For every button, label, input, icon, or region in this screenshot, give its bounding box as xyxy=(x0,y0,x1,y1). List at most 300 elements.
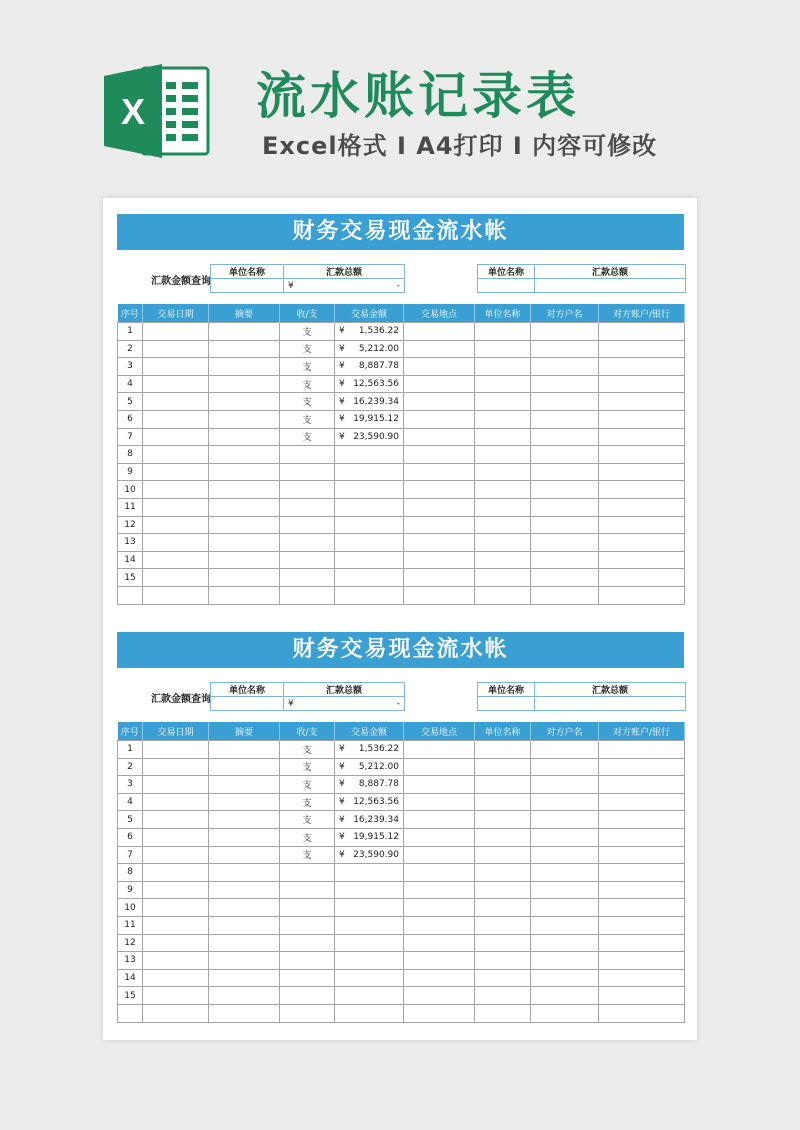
account-cell[interactable] xyxy=(599,987,685,1005)
date-cell[interactable] xyxy=(143,551,209,569)
account-cell[interactable] xyxy=(599,534,685,552)
payee-cell[interactable] xyxy=(531,934,599,952)
unit-cell[interactable] xyxy=(475,864,531,882)
amount-cell[interactable] xyxy=(335,569,404,587)
amount-cell[interactable] xyxy=(335,969,404,987)
summary-cell[interactable] xyxy=(209,569,280,587)
summary-cell[interactable] xyxy=(209,323,280,341)
payee-cell[interactable] xyxy=(531,741,599,759)
unit-cell[interactable] xyxy=(475,534,531,552)
account-cell[interactable] xyxy=(599,498,685,516)
type-cell[interactable]: 支 xyxy=(280,393,335,411)
date-cell[interactable] xyxy=(143,741,209,759)
column-header: 序号 xyxy=(118,722,143,741)
type-cell[interactable]: 支 xyxy=(280,776,335,794)
payee-cell[interactable] xyxy=(531,987,599,1005)
amount-cell[interactable]: ¥ 1,536.22 xyxy=(335,741,404,759)
unit-cell[interactable] xyxy=(475,899,531,917)
summary-cell[interactable] xyxy=(209,934,280,952)
payee-cell[interactable] xyxy=(531,758,599,776)
account-cell[interactable] xyxy=(599,481,685,499)
type-cell[interactable]: 支 xyxy=(280,811,335,829)
location-cell[interactable] xyxy=(404,776,475,794)
date-cell[interactable] xyxy=(143,323,209,341)
type-cell[interactable] xyxy=(280,481,335,499)
total-cell[interactable] xyxy=(535,279,686,293)
payee-cell[interactable] xyxy=(531,569,599,587)
amount-cell[interactable] xyxy=(335,498,404,516)
unit-cell[interactable] xyxy=(475,551,531,569)
summary-cell[interactable] xyxy=(209,481,280,499)
amount-cell[interactable] xyxy=(335,916,404,934)
summary-cell[interactable] xyxy=(209,446,280,464)
unit-cell[interactable] xyxy=(475,516,531,534)
payee-cell[interactable] xyxy=(531,969,599,987)
table-row xyxy=(118,569,685,587)
location-cell[interactable] xyxy=(404,516,475,534)
type-cell[interactable] xyxy=(280,864,335,882)
summary-cell[interactable] xyxy=(209,1004,280,1022)
summary-cell[interactable] xyxy=(209,410,280,428)
table-row xyxy=(118,410,685,428)
type-cell[interactable] xyxy=(280,987,335,1005)
amount-cell[interactable] xyxy=(335,881,404,899)
account-cell[interactable] xyxy=(599,516,685,534)
date-cell[interactable] xyxy=(143,446,209,464)
location-cell[interactable] xyxy=(404,481,475,499)
date-cell[interactable] xyxy=(143,811,209,829)
summary-cell[interactable] xyxy=(209,758,280,776)
payee-cell[interactable] xyxy=(531,428,599,446)
summary-cell[interactable] xyxy=(209,828,280,846)
summary-cell[interactable] xyxy=(209,534,280,552)
date-cell[interactable] xyxy=(143,463,209,481)
row-number: 11 xyxy=(118,916,143,934)
location-cell[interactable] xyxy=(404,969,475,987)
unit-cell[interactable] xyxy=(475,952,531,970)
payee-cell[interactable] xyxy=(531,952,599,970)
summary-cell[interactable] xyxy=(209,846,280,864)
payee-cell[interactable] xyxy=(531,481,599,499)
summary-cell[interactable] xyxy=(209,881,280,899)
unit-cell[interactable] xyxy=(475,481,531,499)
table-row xyxy=(118,811,685,829)
amount-cell[interactable]: ¥ 19,915.12 xyxy=(335,410,404,428)
account-cell[interactable] xyxy=(599,793,685,811)
location-cell[interactable] xyxy=(404,793,475,811)
date-cell[interactable] xyxy=(143,758,209,776)
unit-cell[interactable] xyxy=(475,428,531,446)
type-cell[interactable]: 支 xyxy=(280,828,335,846)
date-cell[interactable] xyxy=(143,916,209,934)
table-row xyxy=(118,846,685,864)
unit-cell[interactable] xyxy=(475,1004,531,1022)
total-cell[interactable] xyxy=(535,697,686,711)
location-cell[interactable] xyxy=(404,340,475,358)
table-row xyxy=(118,952,685,970)
unit-cell[interactable] xyxy=(475,463,531,481)
amount-cell[interactable]: ¥ 1,536.22 xyxy=(335,323,404,341)
table-row xyxy=(118,375,685,393)
payee-cell[interactable] xyxy=(531,811,599,829)
summary-cell[interactable] xyxy=(209,516,280,534)
date-cell[interactable] xyxy=(143,410,209,428)
location-cell[interactable] xyxy=(404,828,475,846)
type-cell[interactable] xyxy=(280,969,335,987)
unit-name-cell[interactable] xyxy=(211,279,284,293)
summary-cell[interactable] xyxy=(209,899,280,917)
summary-cell[interactable] xyxy=(209,864,280,882)
amount-cell[interactable] xyxy=(335,987,404,1005)
location-cell[interactable] xyxy=(404,534,475,552)
unit-cell[interactable] xyxy=(475,393,531,411)
date-cell[interactable] xyxy=(143,393,209,411)
type-cell[interactable]: 支 xyxy=(280,375,335,393)
payee-cell[interactable] xyxy=(531,916,599,934)
total-cell[interactable]: ¥ - xyxy=(284,279,405,293)
date-cell[interactable] xyxy=(143,952,209,970)
payee-cell[interactable] xyxy=(531,881,599,899)
column-header: 收/支 xyxy=(280,304,335,323)
unit-name-cell[interactable] xyxy=(478,697,535,711)
account-cell[interactable] xyxy=(599,758,685,776)
payee-cell[interactable] xyxy=(531,1004,599,1022)
location-cell[interactable] xyxy=(404,846,475,864)
account-cell[interactable] xyxy=(599,916,685,934)
type-cell[interactable] xyxy=(280,569,335,587)
amount-cell[interactable] xyxy=(335,899,404,917)
date-cell[interactable] xyxy=(143,987,209,1005)
date-cell[interactable] xyxy=(143,899,209,917)
summary-cell[interactable] xyxy=(209,498,280,516)
date-cell[interactable] xyxy=(143,776,209,794)
summary-cell[interactable] xyxy=(209,358,280,376)
column-header: 对方账户/银行 xyxy=(599,304,685,323)
date-cell[interactable] xyxy=(143,428,209,446)
date-cell[interactable] xyxy=(143,481,209,499)
type-cell[interactable]: 支 xyxy=(280,410,335,428)
amount-cell[interactable]: ¥ 16,239.34 xyxy=(335,811,404,829)
unit-cell[interactable] xyxy=(475,793,531,811)
date-cell[interactable] xyxy=(143,498,209,516)
type-cell[interactable]: 支 xyxy=(280,741,335,759)
amount-cell[interactable] xyxy=(335,864,404,882)
amount-cell[interactable] xyxy=(335,516,404,534)
account-cell[interactable] xyxy=(599,586,685,604)
account-cell[interactable] xyxy=(599,1004,685,1022)
summary-cell[interactable] xyxy=(209,375,280,393)
unit-cell[interactable] xyxy=(475,446,531,464)
table-row xyxy=(118,428,685,446)
date-cell[interactable] xyxy=(143,934,209,952)
account-cell[interactable] xyxy=(599,969,685,987)
account-cell[interactable] xyxy=(599,551,685,569)
excel-logo-icon xyxy=(104,62,212,160)
date-cell[interactable] xyxy=(143,340,209,358)
date-cell[interactable] xyxy=(143,864,209,882)
unit-cell[interactable] xyxy=(475,987,531,1005)
table-row xyxy=(118,323,685,341)
type-cell[interactable] xyxy=(280,916,335,934)
account-cell[interactable] xyxy=(599,393,685,411)
location-cell[interactable] xyxy=(404,463,475,481)
unit-cell[interactable] xyxy=(475,828,531,846)
type-cell[interactable]: 支 xyxy=(280,428,335,446)
type-cell[interactable] xyxy=(280,881,335,899)
summary-cell[interactable] xyxy=(209,952,280,970)
type-cell[interactable] xyxy=(280,551,335,569)
summary-cell[interactable] xyxy=(209,340,280,358)
unit-cell[interactable] xyxy=(475,881,531,899)
unit-cell[interactable] xyxy=(475,969,531,987)
location-cell[interactable] xyxy=(404,323,475,341)
payee-cell[interactable] xyxy=(531,846,599,864)
unit-cell[interactable] xyxy=(475,340,531,358)
amount-cell[interactable]: ¥ 19,915.12 xyxy=(335,828,404,846)
date-cell[interactable] xyxy=(143,828,209,846)
location-cell[interactable] xyxy=(404,358,475,376)
amount-cell[interactable] xyxy=(335,586,404,604)
payee-cell[interactable] xyxy=(531,551,599,569)
account-cell[interactable] xyxy=(599,340,685,358)
account-cell[interactable] xyxy=(599,811,685,829)
location-cell[interactable] xyxy=(404,393,475,411)
account-cell[interactable] xyxy=(599,446,685,464)
location-cell[interactable] xyxy=(404,498,475,516)
location-cell[interactable] xyxy=(404,569,475,587)
account-cell[interactable] xyxy=(599,934,685,952)
type-cell[interactable]: 支 xyxy=(280,846,335,864)
summary-cell[interactable] xyxy=(209,916,280,934)
location-cell[interactable] xyxy=(404,952,475,970)
location-cell[interactable] xyxy=(404,934,475,952)
unit-cell[interactable] xyxy=(475,846,531,864)
type-cell[interactable] xyxy=(280,534,335,552)
payee-cell[interactable] xyxy=(531,828,599,846)
type-cell[interactable]: 支 xyxy=(280,358,335,376)
amount-cell[interactable]: ¥ 12,563.56 xyxy=(335,793,404,811)
unit-cell[interactable] xyxy=(475,758,531,776)
amount-cell[interactable] xyxy=(335,934,404,952)
account-cell[interactable] xyxy=(599,410,685,428)
location-cell[interactable] xyxy=(404,899,475,917)
amount-cell[interactable]: ¥ 23,590.90 xyxy=(335,428,404,446)
location-cell[interactable] xyxy=(404,551,475,569)
unit-name-cell[interactable] xyxy=(478,279,535,293)
summary-cell[interactable] xyxy=(209,987,280,1005)
type-cell[interactable] xyxy=(280,1004,335,1022)
payee-cell[interactable] xyxy=(531,586,599,604)
row-number: 11 xyxy=(118,498,143,516)
location-cell[interactable] xyxy=(404,881,475,899)
type-cell[interactable] xyxy=(280,463,335,481)
table-row xyxy=(118,934,685,952)
location-cell[interactable] xyxy=(404,586,475,604)
row-number: 14 xyxy=(118,551,143,569)
amount-cell[interactable]: ¥ 16,239.34 xyxy=(335,393,404,411)
total-cell[interactable]: ¥ - xyxy=(284,697,405,711)
account-cell[interactable] xyxy=(599,952,685,970)
table-row xyxy=(118,516,685,534)
summary-cell[interactable] xyxy=(209,551,280,569)
account-cell[interactable] xyxy=(599,358,685,376)
type-cell[interactable]: 支 xyxy=(280,758,335,776)
account-cell[interactable] xyxy=(599,776,685,794)
summary-cell[interactable] xyxy=(209,741,280,759)
amount-cell[interactable]: ¥ 8,887.78 xyxy=(335,358,404,376)
type-cell[interactable]: 支 xyxy=(280,340,335,358)
payee-cell[interactable] xyxy=(531,393,599,411)
amount-cell[interactable]: ¥ 5,212.00 xyxy=(335,340,404,358)
unit-cell[interactable] xyxy=(475,569,531,587)
amount-cell[interactable] xyxy=(335,551,404,569)
summary-cell[interactable] xyxy=(209,969,280,987)
date-cell[interactable] xyxy=(143,375,209,393)
payee-cell[interactable] xyxy=(531,776,599,794)
date-cell[interactable] xyxy=(143,969,209,987)
table-row xyxy=(118,586,685,604)
account-cell[interactable] xyxy=(599,323,685,341)
summary-cell[interactable] xyxy=(209,793,280,811)
date-cell[interactable] xyxy=(143,846,209,864)
unit-cell[interactable] xyxy=(475,916,531,934)
payee-cell[interactable] xyxy=(531,516,599,534)
summary-cell[interactable] xyxy=(209,428,280,446)
date-cell[interactable] xyxy=(143,586,209,604)
account-cell[interactable] xyxy=(599,864,685,882)
account-cell[interactable] xyxy=(599,741,685,759)
unit-cell[interactable] xyxy=(475,410,531,428)
amount-cell[interactable] xyxy=(335,1004,404,1022)
amount-cell[interactable] xyxy=(335,463,404,481)
account-cell[interactable] xyxy=(599,569,685,587)
location-cell[interactable] xyxy=(404,758,475,776)
location-cell[interactable] xyxy=(404,741,475,759)
payee-cell[interactable] xyxy=(531,864,599,882)
table-row xyxy=(118,358,685,376)
type-cell[interactable] xyxy=(280,934,335,952)
summary-cell[interactable] xyxy=(209,811,280,829)
table-row xyxy=(118,793,685,811)
row-number: 13 xyxy=(118,952,143,970)
account-cell[interactable] xyxy=(599,899,685,917)
date-cell[interactable] xyxy=(143,569,209,587)
payee-cell[interactable] xyxy=(531,323,599,341)
account-cell[interactable] xyxy=(599,463,685,481)
type-cell[interactable] xyxy=(280,899,335,917)
amount-cell[interactable] xyxy=(335,481,404,499)
unit-cell[interactable] xyxy=(475,811,531,829)
type-cell[interactable] xyxy=(280,952,335,970)
type-cell[interactable]: 支 xyxy=(280,793,335,811)
amount-cell[interactable]: ¥ 12,563.56 xyxy=(335,375,404,393)
payee-cell[interactable] xyxy=(531,899,599,917)
type-cell[interactable] xyxy=(280,516,335,534)
location-cell[interactable] xyxy=(404,446,475,464)
row-number xyxy=(118,586,143,604)
payee-cell[interactable] xyxy=(531,498,599,516)
unit-cell[interactable] xyxy=(475,586,531,604)
table-row xyxy=(118,340,685,358)
amount-cell[interactable]: ¥ 23,590.90 xyxy=(335,846,404,864)
table-row xyxy=(118,551,685,569)
account-cell[interactable] xyxy=(599,846,685,864)
table-row xyxy=(118,899,685,917)
unit-cell[interactable] xyxy=(475,934,531,952)
date-cell[interactable] xyxy=(143,516,209,534)
location-cell[interactable] xyxy=(404,811,475,829)
unit-cell[interactable] xyxy=(475,358,531,376)
date-cell[interactable] xyxy=(143,793,209,811)
amount-cell[interactable] xyxy=(335,952,404,970)
row-number: 14 xyxy=(118,969,143,987)
location-cell[interactable] xyxy=(404,428,475,446)
amount-cell[interactable]: ¥ 5,212.00 xyxy=(335,758,404,776)
type-cell[interactable]: 支 xyxy=(280,323,335,341)
table-row xyxy=(118,1004,685,1022)
payee-cell[interactable] xyxy=(531,358,599,376)
account-cell[interactable] xyxy=(599,828,685,846)
unit-cell[interactable] xyxy=(475,323,531,341)
payee-cell[interactable] xyxy=(531,463,599,481)
date-cell[interactable] xyxy=(143,534,209,552)
summary-cell[interactable] xyxy=(209,776,280,794)
payee-cell[interactable] xyxy=(531,375,599,393)
payee-cell[interactable] xyxy=(531,410,599,428)
amount-cell[interactable]: ¥ 8,887.78 xyxy=(335,776,404,794)
unit-cell[interactable] xyxy=(475,776,531,794)
payee-cell[interactable] xyxy=(531,446,599,464)
query-box-left xyxy=(210,682,405,711)
column-header: 对方账户/银行 xyxy=(599,722,685,741)
summary-cell[interactable] xyxy=(209,463,280,481)
summary-cell[interactable] xyxy=(209,586,280,604)
summary-cell[interactable] xyxy=(209,393,280,411)
type-cell[interactable] xyxy=(280,446,335,464)
column-header: 交易地点 xyxy=(404,722,475,741)
unit-cell[interactable] xyxy=(475,741,531,759)
unit-cell[interactable] xyxy=(475,375,531,393)
unit-cell[interactable] xyxy=(475,498,531,516)
account-cell[interactable] xyxy=(599,375,685,393)
amount-cell[interactable] xyxy=(335,534,404,552)
location-cell[interactable] xyxy=(404,916,475,934)
type-cell[interactable] xyxy=(280,498,335,516)
location-cell[interactable] xyxy=(404,375,475,393)
account-cell[interactable] xyxy=(599,881,685,899)
amount-cell[interactable] xyxy=(335,446,404,464)
row-number: 13 xyxy=(118,534,143,552)
column-header: 交易日期 xyxy=(143,722,209,741)
location-cell[interactable] xyxy=(404,410,475,428)
date-cell[interactable] xyxy=(143,358,209,376)
payee-cell[interactable] xyxy=(531,534,599,552)
payee-cell[interactable] xyxy=(531,793,599,811)
ledger-section-1 xyxy=(117,214,684,605)
payee-cell[interactable] xyxy=(531,340,599,358)
account-cell[interactable] xyxy=(599,428,685,446)
logo-letter: X xyxy=(120,91,146,132)
row-number: 1 xyxy=(118,741,143,759)
location-cell[interactable] xyxy=(404,987,475,1005)
location-cell[interactable] xyxy=(404,1004,475,1022)
location-cell[interactable] xyxy=(404,864,475,882)
type-cell[interactable] xyxy=(280,586,335,604)
table-row xyxy=(118,463,685,481)
unit-name-cell[interactable] xyxy=(211,697,284,711)
date-cell[interactable] xyxy=(143,1004,209,1022)
date-cell[interactable] xyxy=(143,881,209,899)
